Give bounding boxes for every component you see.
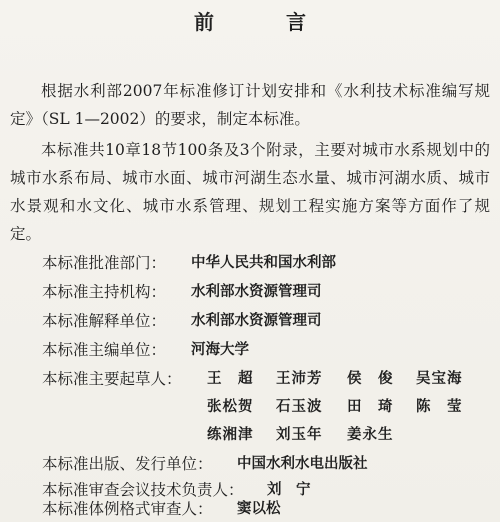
- info-value: 水利部水资源管理司: [191, 284, 322, 300]
- info-value: 中华人民共和国水利部: [191, 255, 336, 271]
- drafter-name: 刘玉年: [276, 427, 323, 443]
- info-label: 本标准体例格式审查人：: [42, 500, 213, 518]
- drafter-name: 石玉波: [276, 399, 323, 415]
- info-label: 本标准审查会议技术负责人：: [42, 481, 244, 499]
- paragraph-scope: 本标准共10章18节100条及3个附录，主要对城市水系规划中的城市水系布局、城市水面、城市河湖生态水量、城市河湖水质、城市水景观和水文化、城市水系管理、规划工程实施方案等方面作了规定。: [10, 141, 490, 243]
- info-label: 本标准主持机构：: [42, 283, 167, 301]
- info-value: 水利部水资源管理司: [191, 313, 322, 329]
- drafters-label: 本标准主要起草人：: [42, 370, 182, 388]
- drafter-name: 王沛芳: [276, 371, 323, 387]
- info-label: 本标准批准部门：: [42, 254, 167, 272]
- drafter-name: 姜永生: [347, 427, 394, 443]
- drafter-name: 田 琦: [347, 399, 394, 415]
- info-value: 中国水利水电出版社: [237, 456, 368, 472]
- info-label: 本标准出版、发行单位：: [42, 455, 213, 473]
- drafter-name: 陈 莹: [416, 399, 463, 415]
- drafter-name: 王 超: [207, 371, 254, 387]
- drafter-name: 吴宝海: [416, 371, 463, 387]
- info-value: 窦以松: [237, 501, 281, 517]
- info-label: 本标准主编单位：: [42, 341, 167, 359]
- info-label: 本标准解释单位：: [42, 312, 167, 330]
- info-value: 刘 宁: [267, 482, 311, 498]
- page-title: 前 言: [194, 10, 332, 34]
- drafter-name: 侯 俊: [347, 371, 394, 387]
- info-value: 河海大学: [191, 342, 249, 358]
- paragraph-basis: 根据水利部2007年标准修订计划安排和《水利技术标准编写规定》（SL 1—2002）的要求，制定本标准。: [10, 82, 490, 128]
- drafter-name: 张松贺: [207, 399, 254, 415]
- drafter-name: 练湘津: [207, 427, 254, 443]
